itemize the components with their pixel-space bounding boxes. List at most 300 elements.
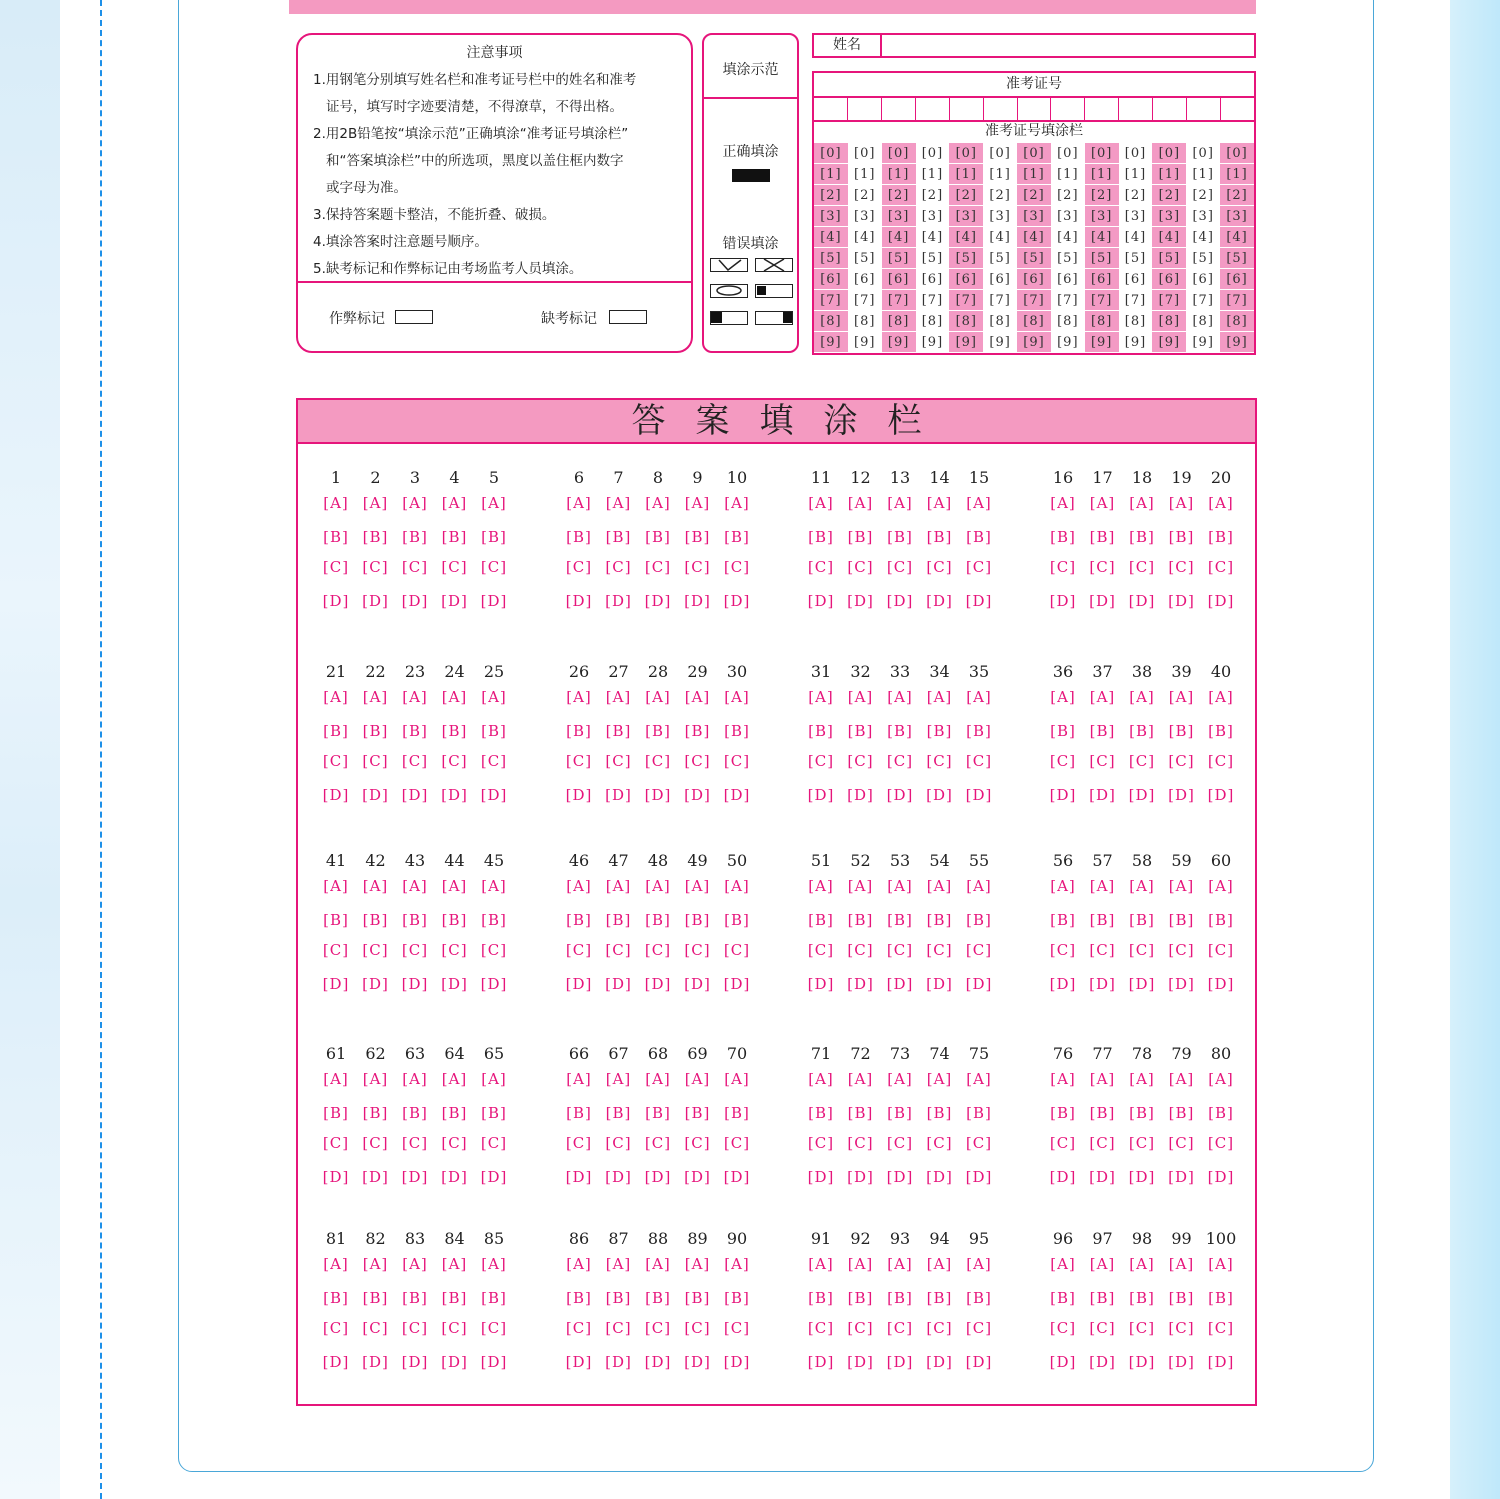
answer-bubble[interactable]: [B] xyxy=(441,1289,468,1307)
answer-bubble[interactable]: [D] xyxy=(1128,1168,1156,1186)
digit-bubble[interactable]: [5] xyxy=(882,248,916,269)
digit-bubble[interactable]: [6] xyxy=(1017,269,1051,290)
answer-bubble[interactable]: [C] xyxy=(1049,941,1077,959)
answer-bubble[interactable]: [D] xyxy=(807,592,835,610)
digit-bubble[interactable]: [1] xyxy=(1119,164,1153,185)
answer-bubble[interactable]: [B] xyxy=(847,911,874,929)
answer-bubble[interactable]: [B] xyxy=(402,528,428,546)
digit-bubble[interactable]: [3] xyxy=(1186,206,1220,227)
digit-bubble[interactable]: [4] xyxy=(1152,227,1186,248)
answer-bubble[interactable]: [B] xyxy=(645,1289,671,1307)
exam-id-write-cell[interactable] xyxy=(916,98,950,120)
answer-bubble[interactable]: [C] xyxy=(362,752,389,770)
digit-bubble[interactable]: [4] xyxy=(882,227,916,248)
answer-bubble[interactable]: [A] xyxy=(1089,877,1116,895)
answer-bubble[interactable]: [B] xyxy=(323,911,349,929)
answer-bubble[interactable]: [D] xyxy=(480,592,508,610)
answer-bubble[interactable]: [C] xyxy=(362,1134,389,1152)
answer-bubble[interactable]: [D] xyxy=(1128,786,1156,804)
answer-bubble[interactable]: [B] xyxy=(926,1104,953,1122)
answer-bubble[interactable]: [A] xyxy=(724,1070,750,1088)
answer-bubble[interactable]: [A] xyxy=(724,877,750,895)
answer-bubble[interactable]: [D] xyxy=(322,975,350,993)
answer-bubble[interactable]: [B] xyxy=(323,1104,349,1122)
answer-bubble[interactable]: [A] xyxy=(402,688,428,706)
answer-bubble[interactable]: [D] xyxy=(401,592,429,610)
answer-bubble[interactable]: [C] xyxy=(1089,558,1116,576)
answer-bubble[interactable]: [A] xyxy=(887,1070,913,1088)
answer-bubble[interactable]: [A] xyxy=(323,1255,349,1273)
answer-bubble[interactable]: [D] xyxy=(441,1353,468,1371)
answer-bubble[interactable]: [C] xyxy=(1128,752,1156,770)
answer-bubble[interactable]: [C] xyxy=(847,1319,874,1337)
answer-bubble[interactable]: [D] xyxy=(1128,592,1156,610)
digit-bubble[interactable]: [5] xyxy=(916,248,950,269)
answer-bubble[interactable]: [C] xyxy=(1128,941,1156,959)
answer-bubble[interactable]: [B] xyxy=(1129,911,1155,929)
digit-bubble[interactable]: [0] xyxy=(1152,143,1186,164)
answer-bubble[interactable]: [B] xyxy=(645,528,671,546)
answer-bubble[interactable]: [B] xyxy=(605,1104,632,1122)
answer-bubble[interactable]: [D] xyxy=(886,1353,914,1371)
answer-bubble[interactable]: [C] xyxy=(1207,1319,1235,1337)
answer-bubble[interactable]: [B] xyxy=(1129,722,1155,740)
answer-bubble[interactable]: [D] xyxy=(362,1168,389,1186)
answer-bubble[interactable]: [C] xyxy=(322,1319,350,1337)
answer-bubble[interactable]: [C] xyxy=(644,1319,672,1337)
answer-bubble[interactable]: [A] xyxy=(566,1255,592,1273)
answer-bubble[interactable]: [C] xyxy=(847,1134,874,1152)
cheat-mark-box[interactable] xyxy=(395,310,433,324)
answer-bubble[interactable]: [A] xyxy=(808,877,834,895)
answer-bubble[interactable]: [B] xyxy=(605,528,632,546)
answer-bubble[interactable]: [A] xyxy=(605,494,632,512)
answer-bubble[interactable]: [B] xyxy=(724,1289,750,1307)
digit-bubble[interactable]: [6] xyxy=(1119,269,1153,290)
digit-bubble[interactable]: [0] xyxy=(983,143,1017,164)
answer-bubble[interactable]: [D] xyxy=(1168,1168,1195,1186)
answer-bubble[interactable]: [D] xyxy=(684,786,711,804)
answer-bubble[interactable]: [A] xyxy=(441,1070,468,1088)
answer-bubble[interactable]: [C] xyxy=(480,1319,508,1337)
digit-bubble[interactable]: [9] xyxy=(1152,332,1186,353)
answer-bubble[interactable]: [A] xyxy=(684,688,711,706)
answer-bubble[interactable]: [A] xyxy=(362,877,389,895)
answer-bubble[interactable]: [B] xyxy=(887,1289,913,1307)
answer-bubble[interactable]: [B] xyxy=(566,1104,592,1122)
answer-bubble[interactable]: [A] xyxy=(1089,1255,1116,1273)
answer-bubble[interactable]: [D] xyxy=(401,786,429,804)
answer-bubble[interactable]: [C] xyxy=(684,558,711,576)
answer-bubble[interactable]: [C] xyxy=(926,941,953,959)
answer-bubble[interactable]: [B] xyxy=(1089,722,1116,740)
answer-bubble[interactable]: [B] xyxy=(808,722,834,740)
digit-bubble[interactable]: [6] xyxy=(1220,269,1254,290)
digit-bubble[interactable]: [7] xyxy=(1119,290,1153,311)
digit-bubble[interactable]: [6] xyxy=(949,269,983,290)
answer-bubble[interactable]: [B] xyxy=(966,911,992,929)
answer-bubble[interactable]: [A] xyxy=(402,1255,428,1273)
absent-mark-box[interactable] xyxy=(609,310,647,324)
digit-bubble[interactable]: [0] xyxy=(1186,143,1220,164)
answer-bubble[interactable]: [C] xyxy=(401,1134,429,1152)
answer-bubble[interactable]: [D] xyxy=(847,786,874,804)
digit-bubble[interactable]: [1] xyxy=(1051,164,1085,185)
answer-bubble[interactable]: [A] xyxy=(481,877,507,895)
digit-bubble[interactable]: [0] xyxy=(949,143,983,164)
answer-bubble[interactable]: [B] xyxy=(323,722,349,740)
answer-bubble[interactable]: [A] xyxy=(808,494,834,512)
answer-bubble[interactable]: [D] xyxy=(401,1168,429,1186)
digit-bubble[interactable]: [9] xyxy=(1186,332,1220,353)
answer-bubble[interactable]: [D] xyxy=(1207,1168,1235,1186)
answer-bubble[interactable]: [D] xyxy=(965,1353,993,1371)
digit-bubble[interactable]: [4] xyxy=(1051,227,1085,248)
answer-bubble[interactable]: [B] xyxy=(1129,1289,1155,1307)
digit-bubble[interactable]: [7] xyxy=(882,290,916,311)
answer-bubble[interactable]: [D] xyxy=(1049,592,1077,610)
answer-bubble[interactable]: [B] xyxy=(847,1104,874,1122)
answer-bubble[interactable]: [B] xyxy=(926,722,953,740)
answer-bubble[interactable]: [C] xyxy=(401,1319,429,1337)
answer-bubble[interactable]: [D] xyxy=(847,975,874,993)
answer-bubble[interactable]: [B] xyxy=(402,722,428,740)
answer-bubble[interactable]: [B] xyxy=(362,911,389,929)
digit-bubble[interactable]: [9] xyxy=(814,332,848,353)
digit-bubble[interactable]: [6] xyxy=(983,269,1017,290)
answer-bubble[interactable]: [D] xyxy=(644,1353,672,1371)
digit-bubble[interactable]: [5] xyxy=(1051,248,1085,269)
answer-bubble[interactable]: [D] xyxy=(723,786,751,804)
answer-bubble[interactable]: [D] xyxy=(965,1168,993,1186)
answer-bubble[interactable]: [C] xyxy=(362,558,389,576)
digit-bubble[interactable]: [6] xyxy=(1051,269,1085,290)
answer-bubble[interactable]: [C] xyxy=(807,941,835,959)
answer-bubble[interactable]: [A] xyxy=(362,1255,389,1273)
answer-bubble[interactable]: [A] xyxy=(847,688,874,706)
answer-bubble[interactable]: [A] xyxy=(1129,877,1155,895)
answer-bubble[interactable]: [B] xyxy=(362,722,389,740)
digit-bubble[interactable]: [0] xyxy=(1220,143,1254,164)
answer-bubble[interactable]: [C] xyxy=(644,558,672,576)
answer-bubble[interactable]: [D] xyxy=(926,975,953,993)
answer-bubble[interactable]: [D] xyxy=(1128,975,1156,993)
answer-bubble[interactable]: [D] xyxy=(605,975,632,993)
answer-bubble[interactable]: [D] xyxy=(1168,1353,1195,1371)
answer-bubble[interactable]: [B] xyxy=(402,1289,428,1307)
digit-bubble[interactable]: [3] xyxy=(814,206,848,227)
digit-bubble[interactable]: [8] xyxy=(1152,311,1186,332)
answer-bubble[interactable]: [A] xyxy=(441,1255,468,1273)
answer-bubble[interactable]: [C] xyxy=(401,752,429,770)
answer-bubble[interactable]: [D] xyxy=(362,975,389,993)
answer-bubble[interactable]: [B] xyxy=(1089,528,1116,546)
answer-bubble[interactable]: [A] xyxy=(1168,877,1195,895)
digit-bubble[interactable]: [8] xyxy=(1017,311,1051,332)
answer-bubble[interactable]: [C] xyxy=(965,1134,993,1152)
answer-bubble[interactable]: [C] xyxy=(1207,558,1235,576)
digit-bubble[interactable]: [7] xyxy=(1152,290,1186,311)
answer-bubble[interactable]: [C] xyxy=(1128,1134,1156,1152)
answer-bubble[interactable]: [B] xyxy=(441,528,468,546)
answer-bubble[interactable]: [C] xyxy=(684,752,711,770)
answer-bubble[interactable]: [C] xyxy=(1207,941,1235,959)
answer-bubble[interactable]: [C] xyxy=(807,752,835,770)
digit-bubble[interactable]: [0] xyxy=(1051,143,1085,164)
answer-bubble[interactable]: [B] xyxy=(1168,1289,1195,1307)
answer-bubble[interactable]: [D] xyxy=(847,1353,874,1371)
answer-bubble[interactable]: [C] xyxy=(480,558,508,576)
answer-bubble[interactable]: [C] xyxy=(965,558,993,576)
answer-bubble[interactable]: [B] xyxy=(847,722,874,740)
answer-bubble[interactable]: [A] xyxy=(966,1255,992,1273)
answer-bubble[interactable]: [B] xyxy=(684,1104,711,1122)
answer-bubble[interactable]: [D] xyxy=(605,786,632,804)
answer-bubble[interactable]: [D] xyxy=(565,786,593,804)
answer-bubble[interactable]: [B] xyxy=(481,722,507,740)
digit-bubble[interactable]: [9] xyxy=(949,332,983,353)
digit-bubble[interactable]: [0] xyxy=(1085,143,1119,164)
answer-bubble[interactable]: [A] xyxy=(362,1070,389,1088)
digit-bubble[interactable]: [5] xyxy=(1085,248,1119,269)
digit-bubble[interactable]: [4] xyxy=(1186,227,1220,248)
answer-bubble[interactable]: [B] xyxy=(1129,1104,1155,1122)
answer-bubble[interactable]: [A] xyxy=(605,1070,632,1088)
answer-bubble[interactable]: [B] xyxy=(926,1289,953,1307)
answer-bubble[interactable]: [B] xyxy=(441,722,468,740)
digit-bubble[interactable]: [2] xyxy=(1085,185,1119,206)
answer-bubble[interactable]: [A] xyxy=(1089,494,1116,512)
digit-bubble[interactable]: [2] xyxy=(916,185,950,206)
answer-bubble[interactable]: [D] xyxy=(605,592,632,610)
answer-bubble[interactable]: [B] xyxy=(1168,528,1195,546)
answer-bubble[interactable]: [A] xyxy=(684,1255,711,1273)
answer-bubble[interactable]: [C] xyxy=(605,1134,632,1152)
digit-bubble[interactable]: [1] xyxy=(1017,164,1051,185)
answer-bubble[interactable]: [C] xyxy=(926,558,953,576)
answer-bubble[interactable]: [C] xyxy=(1049,752,1077,770)
answer-bubble[interactable]: [B] xyxy=(966,528,992,546)
digit-bubble[interactable]: [1] xyxy=(882,164,916,185)
digit-bubble[interactable]: [2] xyxy=(882,185,916,206)
digit-bubble[interactable]: [3] xyxy=(949,206,983,227)
digit-bubble[interactable]: [4] xyxy=(1085,227,1119,248)
answer-bubble[interactable]: [D] xyxy=(1049,786,1077,804)
digit-bubble[interactable]: [9] xyxy=(1119,332,1153,353)
digit-bubble[interactable]: [9] xyxy=(1017,332,1051,353)
digit-bubble[interactable]: [2] xyxy=(1152,185,1186,206)
answer-bubble[interactable]: [B] xyxy=(362,528,389,546)
digit-bubble[interactable]: [6] xyxy=(882,269,916,290)
digit-bubble[interactable]: [4] xyxy=(983,227,1017,248)
digit-bubble[interactable]: [1] xyxy=(1085,164,1119,185)
answer-bubble[interactable]: [B] xyxy=(605,1289,632,1307)
digit-bubble[interactable]: [8] xyxy=(1220,311,1254,332)
answer-bubble[interactable]: [D] xyxy=(644,975,672,993)
answer-bubble[interactable]: [C] xyxy=(605,752,632,770)
answer-bubble[interactable]: [A] xyxy=(362,688,389,706)
answer-bubble[interactable]: [A] xyxy=(1168,1070,1195,1088)
answer-bubble[interactable]: [B] xyxy=(1208,722,1234,740)
digit-bubble[interactable]: [2] xyxy=(1220,185,1254,206)
digit-bubble[interactable]: [3] xyxy=(916,206,950,227)
answer-bubble[interactable]: [A] xyxy=(684,1070,711,1088)
answer-bubble[interactable]: [B] xyxy=(566,911,592,929)
answer-bubble[interactable]: [D] xyxy=(322,1168,350,1186)
answer-bubble[interactable]: [D] xyxy=(401,1353,429,1371)
answer-bubble[interactable]: [B] xyxy=(481,528,507,546)
answer-bubble[interactable]: [A] xyxy=(847,1070,874,1088)
answer-bubble[interactable]: [C] xyxy=(807,1319,835,1337)
answer-bubble[interactable]: [B] xyxy=(645,1104,671,1122)
digit-bubble[interactable]: [3] xyxy=(1119,206,1153,227)
answer-bubble[interactable]: [D] xyxy=(926,592,953,610)
answer-bubble[interactable]: [C] xyxy=(965,752,993,770)
answer-bubble[interactable]: [B] xyxy=(362,1289,389,1307)
answer-bubble[interactable]: [C] xyxy=(322,558,350,576)
digit-bubble[interactable]: [1] xyxy=(848,164,882,185)
digit-bubble[interactable]: [7] xyxy=(916,290,950,311)
answer-bubble[interactable]: [D] xyxy=(480,1168,508,1186)
answer-bubble[interactable]: [A] xyxy=(966,494,992,512)
digit-bubble[interactable]: [6] xyxy=(814,269,848,290)
answer-bubble[interactable]: [A] xyxy=(887,877,913,895)
answer-bubble[interactable]: [D] xyxy=(322,786,350,804)
answer-bubble[interactable]: [C] xyxy=(886,1319,914,1337)
answer-bubble[interactable]: [D] xyxy=(886,975,914,993)
digit-bubble[interactable]: [9] xyxy=(916,332,950,353)
digit-bubble[interactable]: [7] xyxy=(1220,290,1254,311)
digit-bubble[interactable]: [7] xyxy=(1186,290,1220,311)
digit-bubble[interactable]: [3] xyxy=(1152,206,1186,227)
answer-bubble[interactable]: [D] xyxy=(1207,975,1235,993)
answer-bubble[interactable]: [A] xyxy=(1129,494,1155,512)
answer-bubble[interactable]: [D] xyxy=(684,592,711,610)
answer-bubble[interactable]: [D] xyxy=(362,1353,389,1371)
answer-bubble[interactable]: [B] xyxy=(1168,722,1195,740)
digit-bubble[interactable]: [2] xyxy=(983,185,1017,206)
answer-bubble[interactable]: [A] xyxy=(481,1255,507,1273)
digit-bubble[interactable]: [8] xyxy=(949,311,983,332)
answer-bubble[interactable]: [B] xyxy=(724,528,750,546)
answer-bubble[interactable]: [C] xyxy=(847,752,874,770)
digit-bubble[interactable]: [9] xyxy=(882,332,916,353)
answer-bubble[interactable]: [B] xyxy=(1050,1104,1076,1122)
answer-bubble[interactable]: [C] xyxy=(1168,558,1195,576)
answer-bubble[interactable]: [A] xyxy=(724,1255,750,1273)
digit-bubble[interactable]: [1] xyxy=(1152,164,1186,185)
digit-bubble[interactable]: [6] xyxy=(848,269,882,290)
answer-bubble[interactable]: [A] xyxy=(808,688,834,706)
answer-bubble[interactable]: [D] xyxy=(1168,592,1195,610)
answer-bubble[interactable]: [A] xyxy=(645,688,671,706)
answer-bubble[interactable]: [C] xyxy=(723,752,751,770)
answer-bubble[interactable]: [C] xyxy=(1049,1134,1077,1152)
digit-bubble[interactable]: [7] xyxy=(949,290,983,311)
answer-bubble[interactable]: [D] xyxy=(1049,1168,1077,1186)
answer-bubble[interactable]: [A] xyxy=(1168,1255,1195,1273)
answer-bubble[interactable]: [C] xyxy=(565,1134,593,1152)
answer-bubble[interactable]: [A] xyxy=(566,877,592,895)
digit-bubble[interactable]: [4] xyxy=(1017,227,1051,248)
digit-bubble[interactable]: [0] xyxy=(1119,143,1153,164)
digit-bubble[interactable]: [7] xyxy=(1017,290,1051,311)
digit-bubble[interactable]: [4] xyxy=(1119,227,1153,248)
answer-bubble[interactable]: [C] xyxy=(565,558,593,576)
answer-bubble[interactable]: [A] xyxy=(1208,877,1234,895)
answer-bubble[interactable]: [C] xyxy=(1049,1319,1077,1337)
exam-id-write-cell[interactable] xyxy=(950,98,984,120)
answer-bubble[interactable]: [B] xyxy=(402,1104,428,1122)
answer-bubble[interactable]: [D] xyxy=(1128,1353,1156,1371)
digit-bubble[interactable]: [5] xyxy=(949,248,983,269)
digit-bubble[interactable]: [3] xyxy=(1017,206,1051,227)
answer-bubble[interactable]: [C] xyxy=(847,941,874,959)
answer-bubble[interactable]: [C] xyxy=(1089,752,1116,770)
answer-bubble[interactable]: [B] xyxy=(1208,1289,1234,1307)
answer-bubble[interactable]: [A] xyxy=(362,494,389,512)
answer-bubble[interactable]: [A] xyxy=(808,1255,834,1273)
answer-bubble[interactable]: [B] xyxy=(966,1104,992,1122)
answer-bubble[interactable]: [A] xyxy=(966,688,992,706)
digit-bubble[interactable]: [6] xyxy=(1152,269,1186,290)
answer-bubble[interactable]: [B] xyxy=(808,911,834,929)
answer-bubble[interactable]: [D] xyxy=(441,1168,468,1186)
digit-bubble[interactable]: [8] xyxy=(882,311,916,332)
digit-bubble[interactable]: [3] xyxy=(882,206,916,227)
answer-bubble[interactable]: [C] xyxy=(322,752,350,770)
answer-bubble[interactable]: [C] xyxy=(605,941,632,959)
answer-bubble[interactable]: [B] xyxy=(323,528,349,546)
digit-bubble[interactable]: [9] xyxy=(983,332,1017,353)
answer-bubble[interactable]: [B] xyxy=(684,528,711,546)
answer-bubble[interactable]: [A] xyxy=(1129,1255,1155,1273)
answer-bubble[interactable]: [B] xyxy=(684,1289,711,1307)
answer-bubble[interactable]: [A] xyxy=(605,1255,632,1273)
answer-bubble[interactable]: [D] xyxy=(1049,1353,1077,1371)
answer-bubble[interactable]: [C] xyxy=(1089,1134,1116,1152)
answer-bubble[interactable]: [C] xyxy=(322,1134,350,1152)
answer-bubble[interactable]: [D] xyxy=(965,975,993,993)
answer-bubble[interactable]: [D] xyxy=(886,592,914,610)
answer-bubble[interactable]: [C] xyxy=(926,1134,953,1152)
digit-bubble[interactable]: [1] xyxy=(983,164,1017,185)
answer-bubble[interactable]: [B] xyxy=(724,722,750,740)
answer-bubble[interactable]: [C] xyxy=(1168,752,1195,770)
digit-bubble[interactable]: [4] xyxy=(1220,227,1254,248)
answer-bubble[interactable]: [A] xyxy=(1050,877,1076,895)
answer-bubble[interactable]: [B] xyxy=(808,528,834,546)
answer-bubble[interactable]: [A] xyxy=(966,877,992,895)
answer-bubble[interactable]: [C] xyxy=(965,1319,993,1337)
answer-bubble[interactable]: [D] xyxy=(926,1353,953,1371)
answer-bubble[interactable]: [B] xyxy=(724,1104,750,1122)
answer-bubble[interactable]: [C] xyxy=(886,1134,914,1152)
digit-bubble[interactable]: [7] xyxy=(1051,290,1085,311)
answer-bubble[interactable]: [A] xyxy=(645,877,671,895)
answer-bubble[interactable]: [D] xyxy=(565,592,593,610)
digit-bubble[interactable]: [7] xyxy=(1085,290,1119,311)
answer-bubble[interactable]: [A] xyxy=(323,688,349,706)
answer-bubble[interactable]: [C] xyxy=(480,752,508,770)
answer-bubble[interactable]: [B] xyxy=(481,1289,507,1307)
digit-bubble[interactable]: [3] xyxy=(1220,206,1254,227)
answer-bubble[interactable]: [C] xyxy=(1089,941,1116,959)
digit-bubble[interactable]: [2] xyxy=(848,185,882,206)
exam-id-write-cell[interactable] xyxy=(1221,98,1254,120)
answer-bubble[interactable]: [D] xyxy=(926,786,953,804)
digit-bubble[interactable]: [5] xyxy=(1186,248,1220,269)
